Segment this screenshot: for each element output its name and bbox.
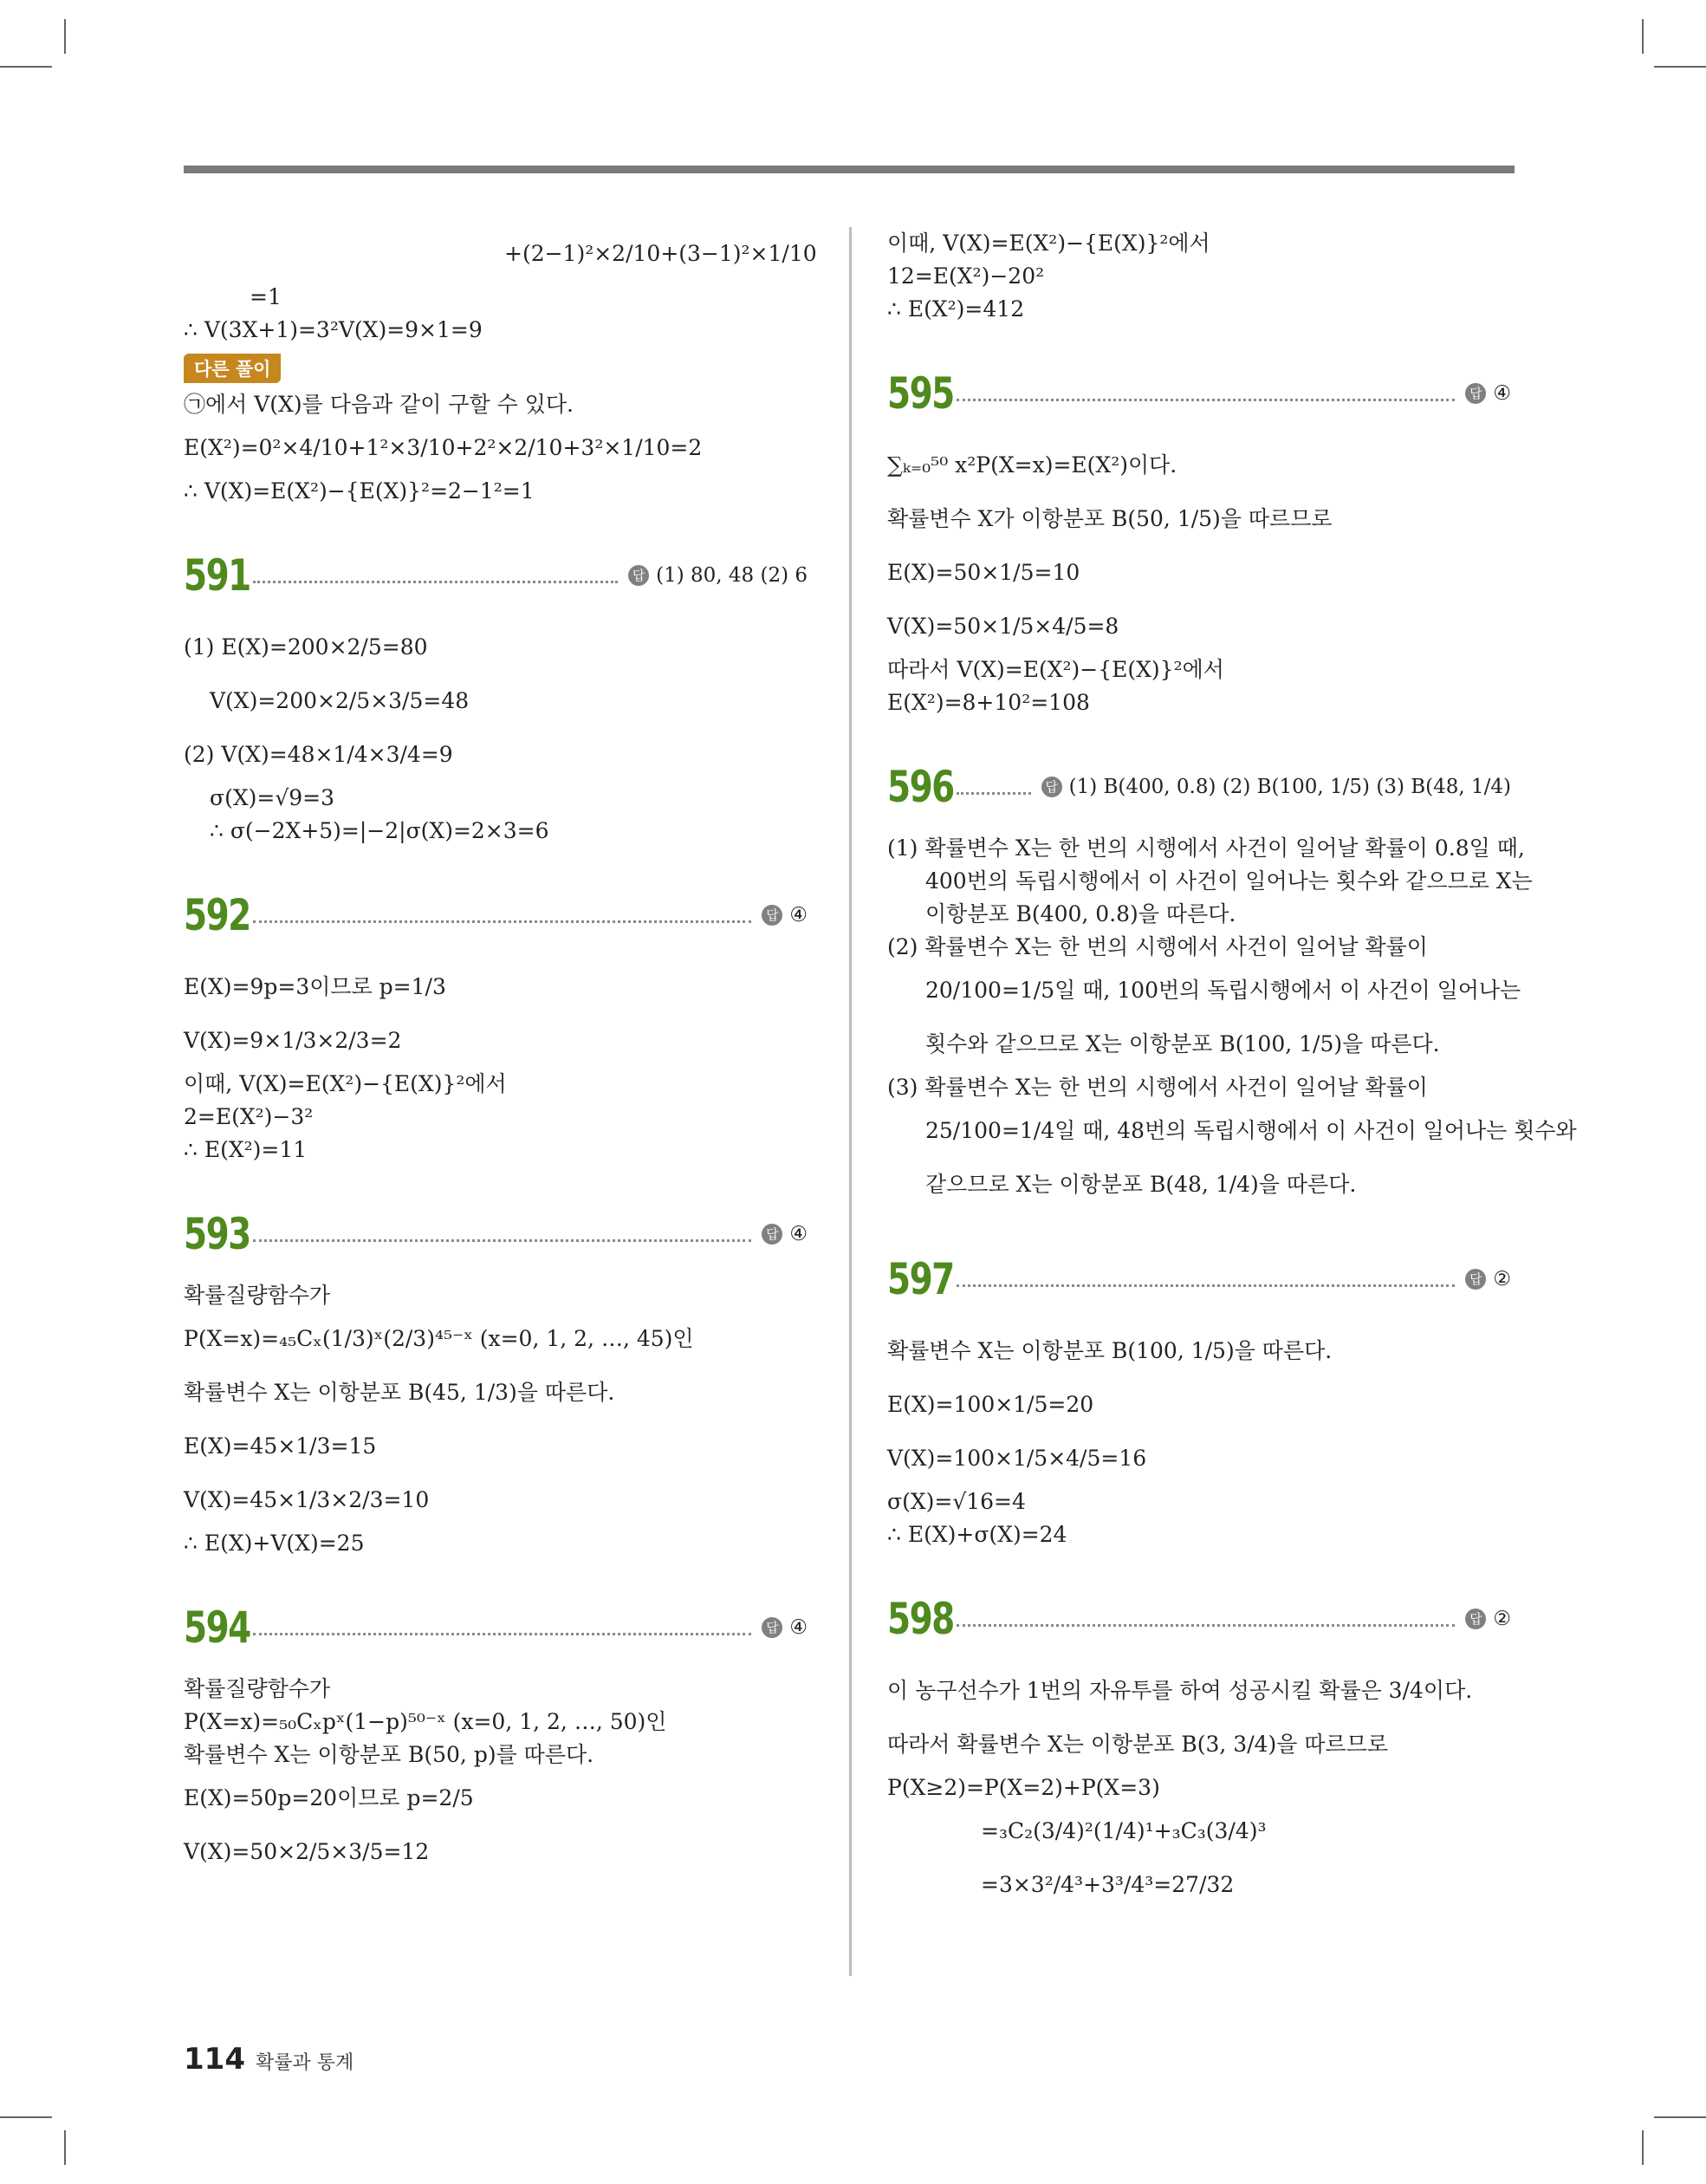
solution-line: E(X)=9p=3이므로 p=1/3 — [184, 974, 446, 999]
leader-dots — [253, 581, 618, 583]
solution-line: σ(X)=√9=3 — [210, 785, 335, 810]
leader-dots — [957, 399, 1455, 401]
problem-number: 597 — [887, 1254, 954, 1304]
solution-line: V(X)=50×1/5×4/5=8 — [887, 614, 1119, 639]
solution-line: E(X²)=8+10²=108 — [887, 690, 1090, 715]
solution-line: (2) 확률변수 X는 한 번의 시행에서 사건이 일어날 확률이 — [887, 934, 1428, 959]
answer-text: ② — [1493, 1268, 1511, 1290]
problem-number: 596 — [887, 762, 954, 812]
solution-line: P(X≥2)=P(X=2)+P(X=3) — [887, 1775, 1160, 1800]
leader-dots — [253, 920, 751, 923]
solution-line: E(X)=100×1/5=20 — [887, 1392, 1094, 1417]
problem-number: 598 — [887, 1594, 954, 1644]
solution-line: 확률변수 X가 이항분포 B(50, 1/5)을 따르므로 — [887, 506, 1333, 531]
page-title: 확률과 통계 — [255, 2052, 354, 2074]
crop-mark — [1654, 2116, 1706, 2118]
problem-header-595 — [887, 367, 1511, 419]
solution-line: E(X)=50×1/5=10 — [887, 560, 1080, 585]
crop-mark — [1642, 2130, 1644, 2165]
problem-header-594 — [184, 1602, 808, 1654]
problem-header-592 — [184, 889, 808, 941]
solution-line: =3×3²/4³+3³/4³=27/32 — [981, 1872, 1235, 1897]
leader-dots — [253, 1239, 751, 1242]
solution-line: 확률변수 X는 이항분포 B(50, p)를 따른다. — [184, 1742, 594, 1767]
answer-text: ④ — [1493, 382, 1511, 405]
leader-dots — [957, 1284, 1455, 1287]
answer-text: ④ — [789, 904, 808, 926]
solution-line: ∴ σ(−2X+5)=|−2|σ(X)=2×3=6 — [210, 818, 549, 843]
solution-line: P(X=x)=₄₅Cₓ(1/3)ˣ(2/3)⁴⁵⁻ˣ (x=0, 1, 2, …, 45)인 — [184, 1326, 694, 1351]
answer-icon: 답 — [628, 565, 649, 586]
answer-icon: 답 — [1465, 1269, 1486, 1290]
answer-text: ② — [1493, 1608, 1511, 1630]
solution-line: E(X)=45×1/3=15 — [184, 1433, 377, 1459]
solution-line: (3) 확률변수 X는 한 번의 시행에서 사건이 일어날 확률이 — [887, 1075, 1428, 1100]
problem-number: 593 — [184, 1209, 250, 1259]
problem-header-598 — [887, 1593, 1511, 1645]
solution-line: +(2−1)²×2/10+(3−1)²×1/10 — [504, 241, 817, 266]
solution-line: 12=E(X²)−20² — [887, 263, 1045, 289]
solution-line: ∴ E(X²)=412 — [887, 296, 1025, 322]
solution-line: 확률변수 X는 이항분포 B(100, 1/5)을 따른다. — [887, 1338, 1333, 1363]
page-number: 114 — [184, 2042, 245, 2077]
solution-line: ∴ V(X)=E(X²)−{E(X)}²=2−1²=1 — [184, 478, 535, 504]
problem-header-593 — [184, 1208, 808, 1260]
leader-dots — [957, 792, 1031, 795]
solution-line: V(X)=50×2/5×3/5=12 — [184, 1839, 430, 1864]
answer-text: ④ — [789, 1223, 808, 1245]
solution-line: 25/100=1/4일 때, 48번의 독립시행에서 이 사건이 일어나는 횟수와 — [925, 1118, 1577, 1143]
crop-mark — [64, 2130, 66, 2165]
solution-line: V(X)=100×1/5×4/5=16 — [887, 1446, 1147, 1471]
solution-line: 이항분포 B(400, 0.8)을 따른다. — [925, 901, 1236, 926]
crop-mark — [0, 66, 52, 68]
problem-number: 595 — [887, 368, 954, 419]
solution-line: 확률질량함수가 — [184, 1283, 331, 1308]
header-rule — [184, 166, 1515, 173]
solution-line: ∴ E(X)+V(X)=25 — [184, 1531, 365, 1556]
solution-line: 확률질량함수가 — [184, 1676, 331, 1701]
answer — [1465, 1608, 1511, 1630]
solution-line: ∴ E(X²)=11 — [184, 1137, 308, 1162]
answer — [762, 1223, 808, 1245]
column-divider — [849, 227, 852, 1976]
leader-dots — [253, 1633, 751, 1635]
problem-header-591 — [184, 549, 808, 601]
solution-line: E(X²)=0²×4/10+1²×3/10+2²×2/10+3²×1/10=2 — [184, 435, 703, 460]
solution-line: V(X)=200×2/5×3/5=48 — [210, 688, 470, 713]
problem-number: 594 — [184, 1602, 250, 1653]
problem-header-597 — [887, 1253, 1511, 1305]
problem-header-596 — [887, 761, 1511, 813]
solution-line: 20/100=1/5일 때, 100번의 독립시행에서 이 사건이 일어나는 — [925, 978, 1521, 1003]
answer-icon: 답 — [762, 905, 782, 926]
solution-line: 2=E(X²)−3² — [184, 1104, 314, 1129]
solution-line: ㉠에서 V(X)를 다음과 같이 구할 수 있다. — [184, 392, 574, 417]
answer-icon: 답 — [762, 1224, 782, 1245]
solution-line: ∴ V(3X+1)=3²V(X)=9×1=9 — [184, 317, 483, 342]
solution-line: (2) V(X)=48×1/4×3/4=9 — [184, 742, 453, 767]
answer-icon: 답 — [1465, 383, 1486, 404]
answer-icon: 답 — [762, 1617, 782, 1638]
solution-line: 따라서 확률변수 X는 이항분포 B(3, 3/4)을 따르므로 — [887, 1732, 1388, 1757]
answer — [628, 564, 808, 587]
solution-line: ∴ E(X)+σ(X)=24 — [887, 1522, 1067, 1547]
left-column — [184, 227, 817, 1879]
solution-line: 확률변수 X는 이항분포 B(45, 1/3)을 따른다. — [184, 1380, 615, 1405]
answer — [1465, 382, 1511, 405]
answer — [762, 1616, 808, 1639]
crop-mark — [64, 19, 66, 54]
answer-text: ④ — [789, 1616, 808, 1639]
solution-line: 같으므로 X는 이항분포 B(48, 1/4)을 따른다. — [925, 1172, 1357, 1197]
answer-text: (1) 80, 48 (2) 6 — [656, 564, 808, 587]
solution-line: V(X)=9×1/3×2/3=2 — [184, 1028, 402, 1053]
answer-text: (1) B(400, 0.8) (2) B(100, 1/5) (3) B(48, 1/4) — [1068, 776, 1511, 798]
problem-number: 591 — [184, 550, 250, 601]
solution-line: 이때, V(X)=E(X²)−{E(X)}²에서 — [184, 1071, 507, 1096]
solution-line: (1) 확률변수 X는 한 번의 시행에서 사건이 일어날 확률이 0.8일 때, — [887, 835, 1525, 861]
solution-line: E(X)=50p=20이므로 p=2/5 — [184, 1785, 474, 1810]
solution-line: 따라서 V(X)=E(X²)−{E(X)}²에서 — [887, 657, 1224, 682]
solution-line: 400번의 독립시행에서 이 사건이 일어나는 횟수와 같으므로 X는 — [925, 868, 1533, 894]
answer-icon: 답 — [1465, 1609, 1486, 1629]
crop-mark — [1642, 19, 1644, 54]
answer — [762, 904, 808, 926]
solution-line: 횟수와 같으므로 X는 이항분포 B(100, 1/5)을 따른다. — [925, 1031, 1440, 1056]
page-footer — [184, 2042, 354, 2077]
solution-line: V(X)=45×1/3×2/3=10 — [184, 1487, 430, 1512]
crop-mark — [0, 2116, 52, 2118]
alt-solution-badge: 다른 풀이 — [184, 354, 281, 383]
crop-mark — [1654, 66, 1706, 68]
leader-dots — [957, 1624, 1455, 1627]
solution-line: P(X=x)=₅₀Cₓpˣ(1−p)⁵⁰⁻ˣ (x=0, 1, 2, …, 50)인 — [184, 1709, 667, 1734]
right-column — [887, 227, 1577, 1912]
solution-line: (1) E(X)=200×2/5=80 — [184, 634, 428, 660]
answer-icon: 답 — [1041, 777, 1062, 797]
solution-line: =1 — [250, 284, 282, 309]
solution-line: σ(X)=√16=4 — [887, 1489, 1026, 1514]
solution-line: ∑ₖ₌₀⁵⁰ x²P(X=x)=E(X²)이다. — [887, 452, 1177, 478]
problem-number: 592 — [184, 890, 250, 940]
solution-line: =₃C₂(3/4)²(1/4)¹+₃C₃(3/4)³ — [981, 1818, 1267, 1843]
solution-line: 이때, V(X)=E(X²)−{E(X)}²에서 — [887, 231, 1210, 256]
answer — [1041, 776, 1511, 798]
answer — [1465, 1268, 1511, 1290]
solution-line: 이 농구선수가 1번의 자유투를 하여 성공시킬 확률은 3/4이다. — [887, 1678, 1473, 1703]
